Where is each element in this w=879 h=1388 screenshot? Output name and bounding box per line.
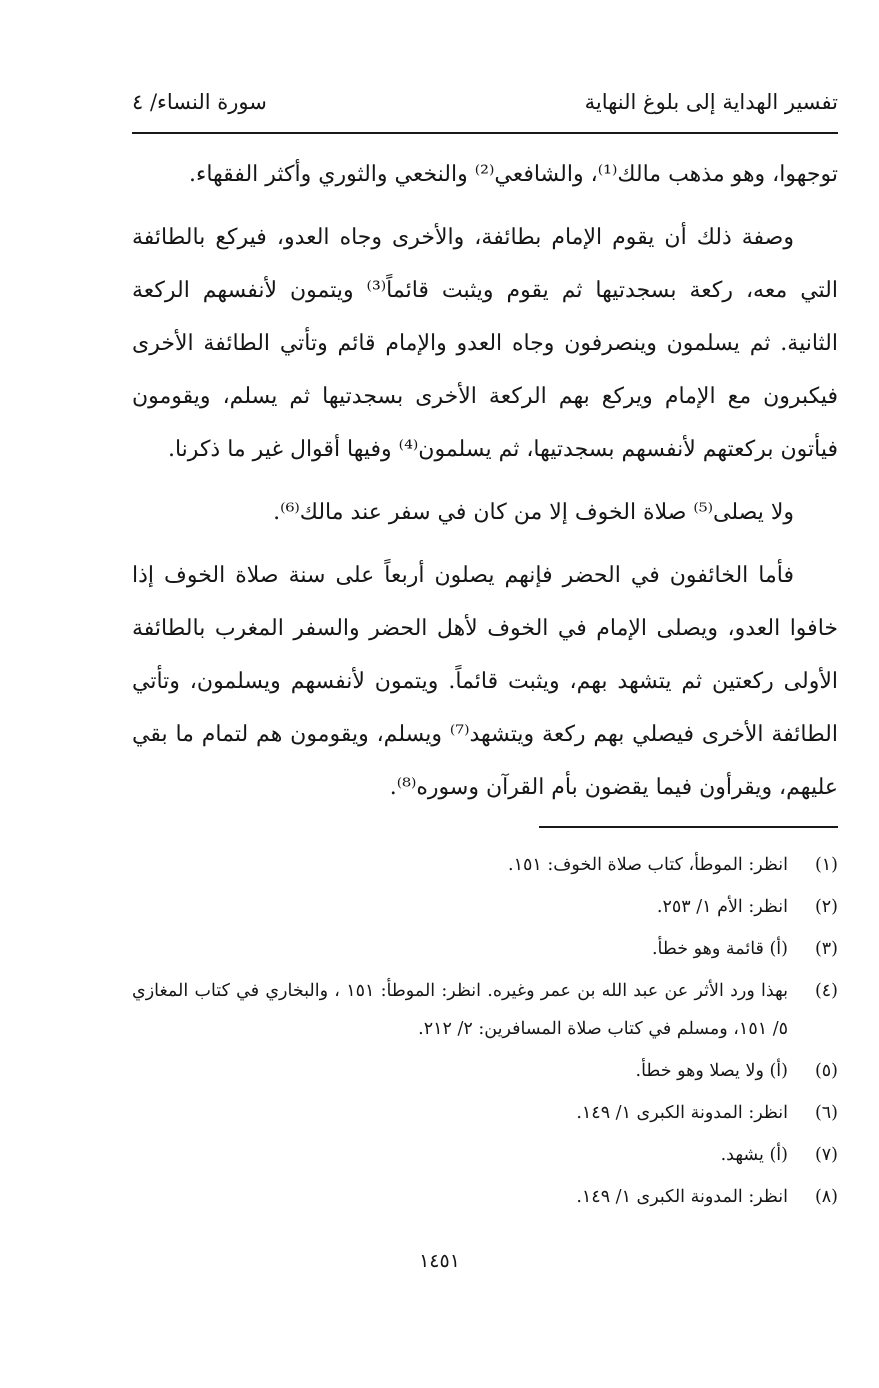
paragraph-3: ولا يصلى⁽⁵⁾ صلاة الخوف إلا من كان في سفر عند مالك⁽⁶⁾. bbox=[273, 500, 794, 525]
footnote bbox=[132, 930, 838, 968]
footnote bbox=[132, 1136, 838, 1174]
footnote-text: (أ) ولا يصلا وهو خطأ. bbox=[635, 1061, 788, 1081]
paragraph-2: وصفة ذلك أن يقوم الإمام بطائفة، والأخرى وجاه العدو، فيركع بالطائفة التي معه، ركعة بسجدتيها ثم يقوم ويثبت قائماً⁽³⁾ ويتمون لأنفسهم الركعة الثانية. ثم يسلمون وينصرفون وجاه العدو والإمام قائم وتأتي الطائفة الأخرى فيكبرون مع الإمام ويركع بهم الركعة الأخرى بسجدتيها ثم يسلم، ويقومون فيأتون بركعتهم لأنفسهم بسجدتيها، ثم يسلمون⁽⁴⁾ وفيها أقوال غير ما ذكرنا. bbox=[132, 225, 838, 462]
page-number: ١٤٥١ bbox=[419, 1250, 460, 1272]
book-title: تفسير الهداية إلى بلوغ النهاية bbox=[584, 90, 838, 114]
footnote-number: (٣) bbox=[814, 939, 838, 959]
footnote-text: انظر: المدونة الكبرى ١/ ١٤٩. bbox=[576, 1103, 788, 1123]
footnote-number: (٧) bbox=[814, 1145, 838, 1165]
footnote-number: (٢) bbox=[814, 897, 838, 917]
surah-reference: سورة النساء/ ٤ bbox=[132, 90, 267, 114]
footnote bbox=[132, 1178, 838, 1216]
footnote-number: (١) bbox=[814, 855, 838, 875]
running-header bbox=[132, 84, 838, 134]
footnote-text: انظر: الموطأ، كتاب صلاة الخوف: ١٥١. bbox=[508, 855, 788, 875]
footnote-text: بهذا ورد الأثر عن عبد الله بن عمر وغيره. انظر: الموطأ: ١٥١ ، والبخاري في كتاب المغازي ٥/ ١٥١، ومسلم في كتاب صلاة المسافرين: ٢/ ٢١٢. bbox=[132, 981, 788, 1039]
main-text bbox=[132, 148, 838, 824]
footnote bbox=[132, 846, 838, 884]
footnote-separator bbox=[539, 826, 838, 828]
footnote-text: انظر: المدونة الكبرى ١/ ١٤٩. bbox=[576, 1187, 788, 1207]
paragraph-4: فأما الخائفون في الحضر فإنهم يصلون أربعاً على سنة صلاة الخوف إذا خافوا العدو، ويصلى الإمام في الخوف لأهل الحضر والسفر المغرب بالطائفة الأولى ركعتين ثم يتشهد بهم، ويثبت قائماً. ويتمون لأنفسهم ويسلمون، وتأتي الطائفة الأخرى فيصلي بهم ركعة ويتشهد⁽⁷⁾ ويسلم، ويقومون هم لتمام ما بقي عليهم، ويقرأون فيما يقضون بأم القرآن وسوره⁽⁸⁾. bbox=[132, 563, 838, 800]
footnote-number: (٤) bbox=[814, 981, 838, 1001]
footnote bbox=[132, 1052, 838, 1090]
footnote bbox=[132, 888, 838, 926]
footnote bbox=[132, 1094, 838, 1132]
footnote-text: (أ) قائمة وهو خطأ. bbox=[651, 939, 788, 959]
footnotes bbox=[132, 846, 838, 1220]
footnote-number: (٥) bbox=[814, 1061, 838, 1081]
footnote-number: (٨) bbox=[814, 1187, 838, 1207]
footnote-text: (أ) يشهد. bbox=[720, 1145, 788, 1165]
footnote-number: (٦) bbox=[814, 1103, 838, 1123]
paragraph-1: توجهوا، وهو مذهب مالك⁽¹⁾، والشافعي⁽²⁾ والنخعي والثوري وأكثر الفقهاء. bbox=[189, 162, 838, 187]
footnote bbox=[132, 972, 838, 1048]
footnote-text: انظر: الأم ١/ ٢٥٣. bbox=[656, 897, 788, 917]
